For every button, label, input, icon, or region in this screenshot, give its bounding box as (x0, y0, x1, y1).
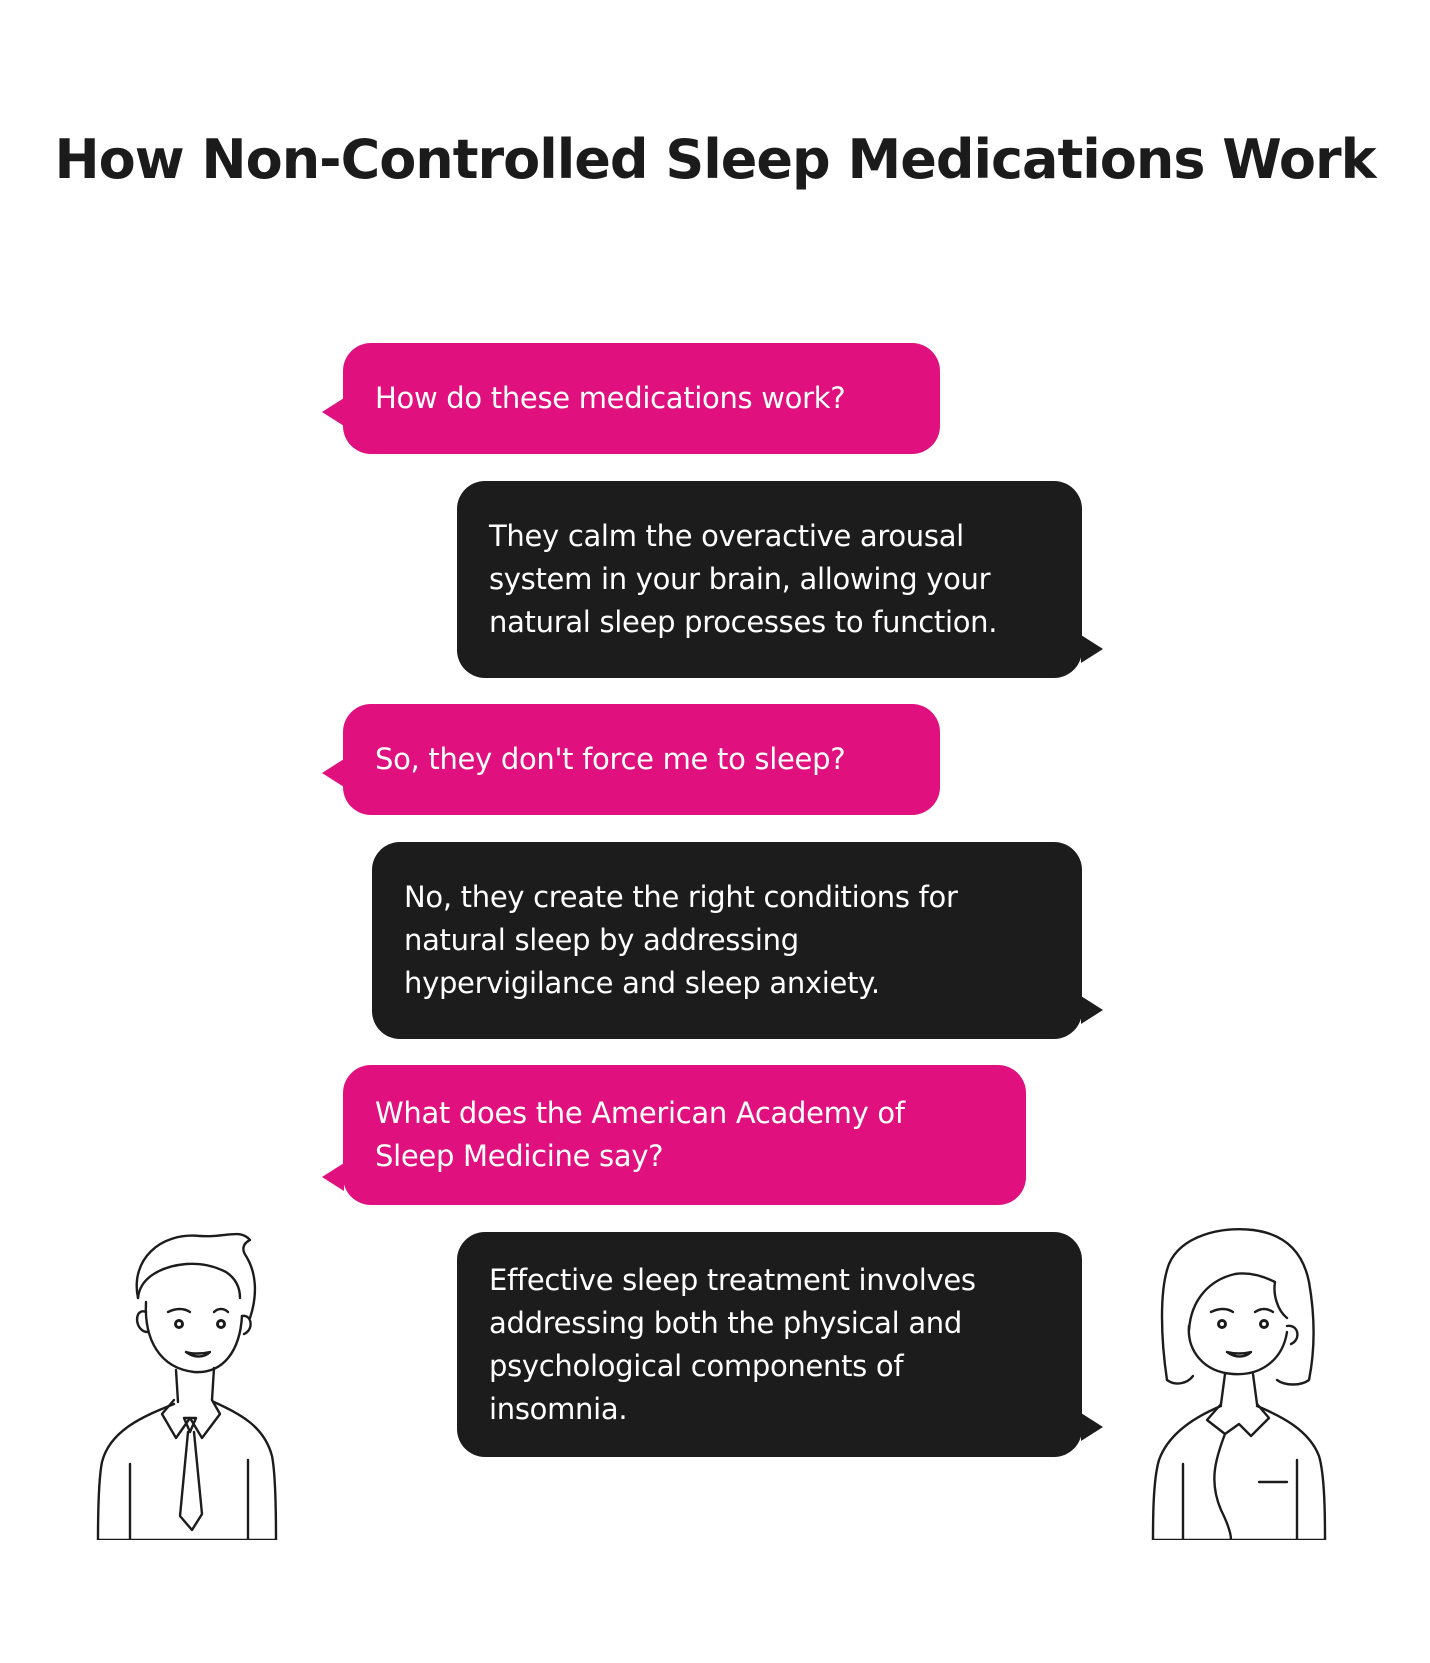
answer-bubble (457, 481, 1082, 678)
man-with-tie-icon (90, 1220, 280, 1540)
woman-icon (1145, 1220, 1335, 1540)
bubble-tail (322, 1163, 344, 1191)
question-bubble (343, 343, 940, 454)
question-bubble (343, 704, 940, 815)
bubble-tail (1081, 1413, 1103, 1441)
bubble-tail (322, 398, 344, 426)
answer-bubble (372, 842, 1082, 1039)
bubble-text: What does the American Academy of Sleep Medicine say? (375, 1096, 905, 1173)
answer-bubble (457, 1232, 1082, 1457)
bubble-tail (322, 759, 344, 787)
bubble-text: They calm the overactive arousal system in your brain, allowing your natural sleep processes to function. (489, 519, 998, 639)
page-title: How Non-Controlled Sleep Medications Work (54, 128, 1376, 191)
bubble-text: So, they don't force me to sleep? (375, 742, 846, 776)
question-bubble (343, 1065, 1026, 1205)
bubble-tail (1081, 996, 1103, 1024)
bubble-text: No, they create the right conditions for natural sleep by addressing hypervigilance and sleep anxiety. (404, 880, 958, 1000)
bubble-text: How do these medications work? (375, 381, 846, 415)
bubble-text: Effective sleep treatment involves addressing both the physical and psychological components of insomnia. (489, 1262, 976, 1426)
bubble-tail (1081, 635, 1103, 663)
